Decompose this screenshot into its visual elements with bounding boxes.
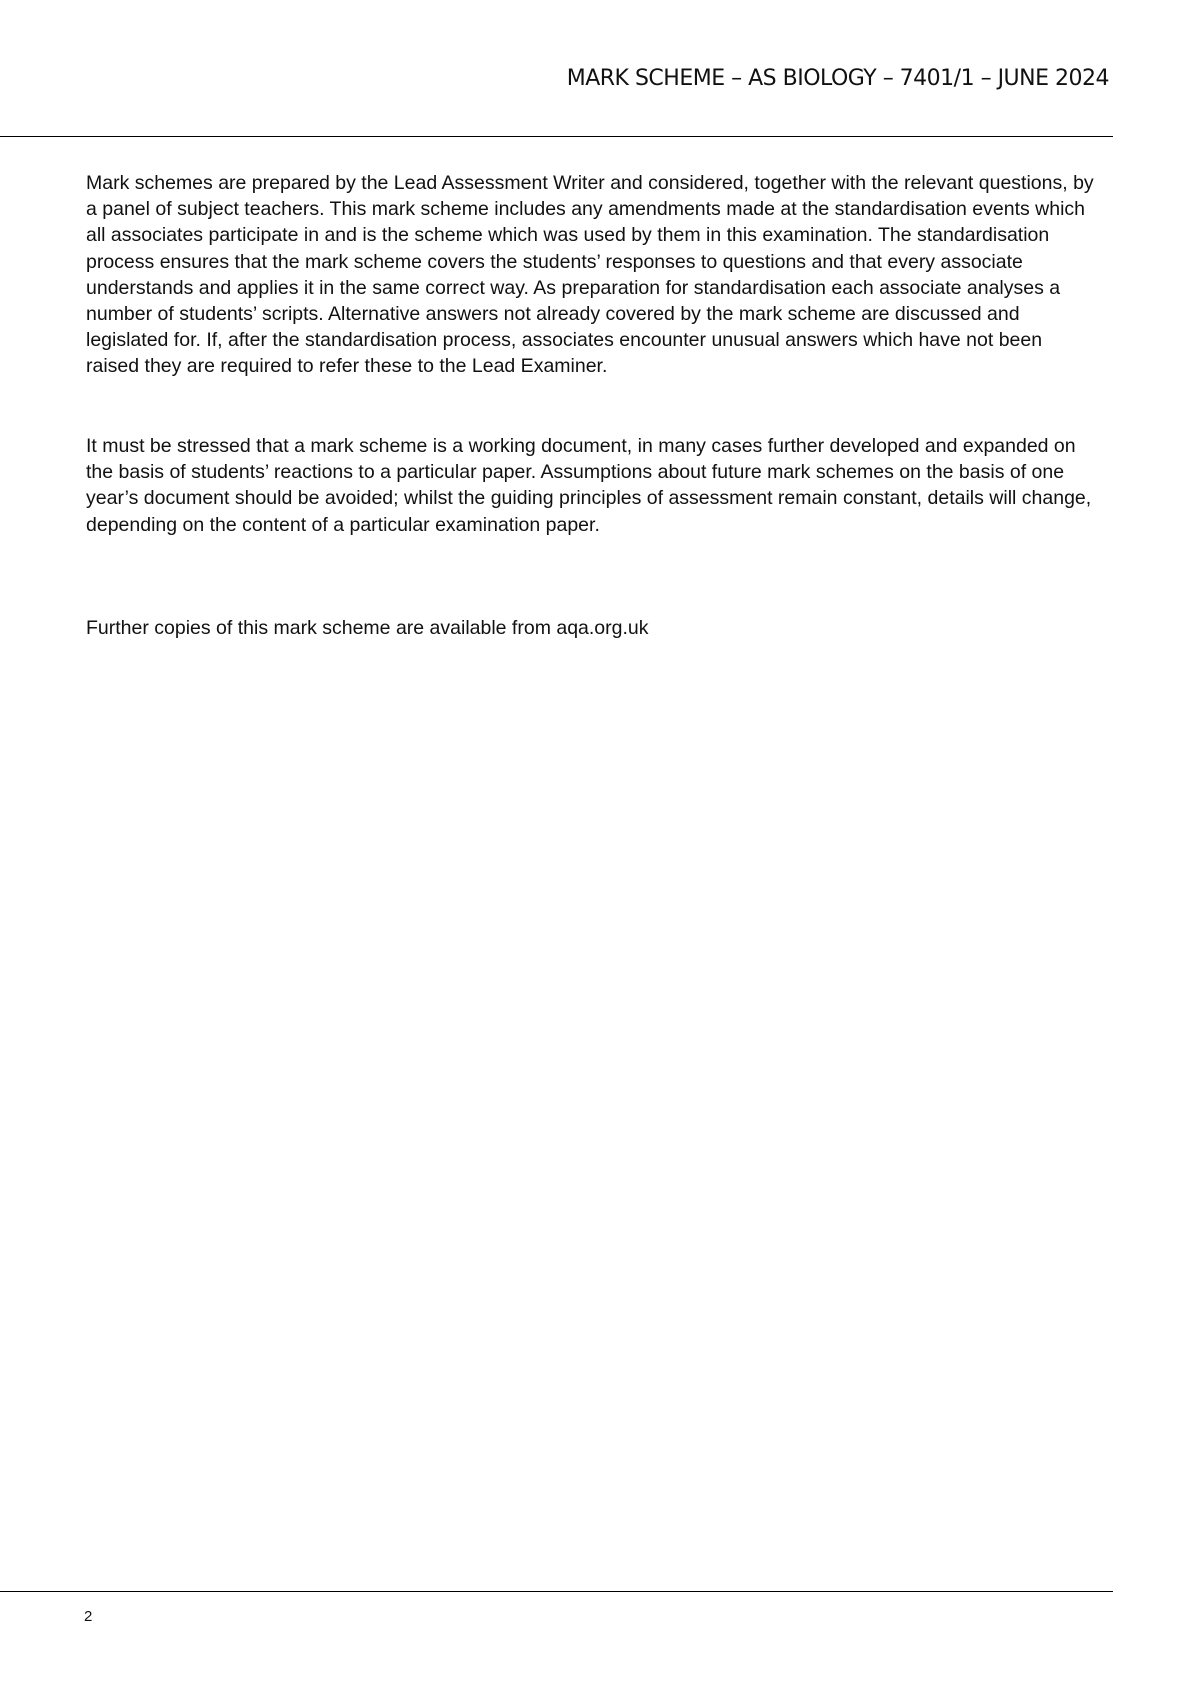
page-header-title: MARK SCHEME – AS BIOLOGY – 7401/1 – JUNE 2024: [566, 66, 1109, 91]
footer-divider: [0, 1591, 1113, 1592]
page-number: 2: [84, 1608, 93, 1625]
header-divider: [0, 136, 1113, 137]
paragraph-working-document: It must be stressed that a mark scheme is a working document, in many cases further developed and expanded on the basis of students’ reactions to a particular paper. Assumptions about future mark schemes on the basis of one year’s document should be avoided; whilst the guiding principles of assessment remain constant, details will change, depending on the content of a particular examination paper.: [86, 435, 1092, 536]
paragraph-standardisation: Mark schemes are prepared by the Lead Assessment Writer and considered, together with the relevant questions, by a panel of subject teachers. This mark scheme includes any amendments made at the standardisation events which all associates participate in and is the scheme which was used by them in this examination. The standardisation process ensures that the mark scheme covers the students’ responses to questions and that every associate understands and applies it in the same correct way. As preparation for standardisation each associate analyses a number of students’ scripts. Alternative answers not already covered by the mark scheme are discussed and legislated for. If, after the standardisation process, associates encounter unusual answers which have not been raised they are required to refer these to the Lead Examiner.: [86, 172, 1094, 378]
paragraph-further-copies: Further copies of this mark scheme are available from aqa.org.uk: [86, 617, 649, 639]
